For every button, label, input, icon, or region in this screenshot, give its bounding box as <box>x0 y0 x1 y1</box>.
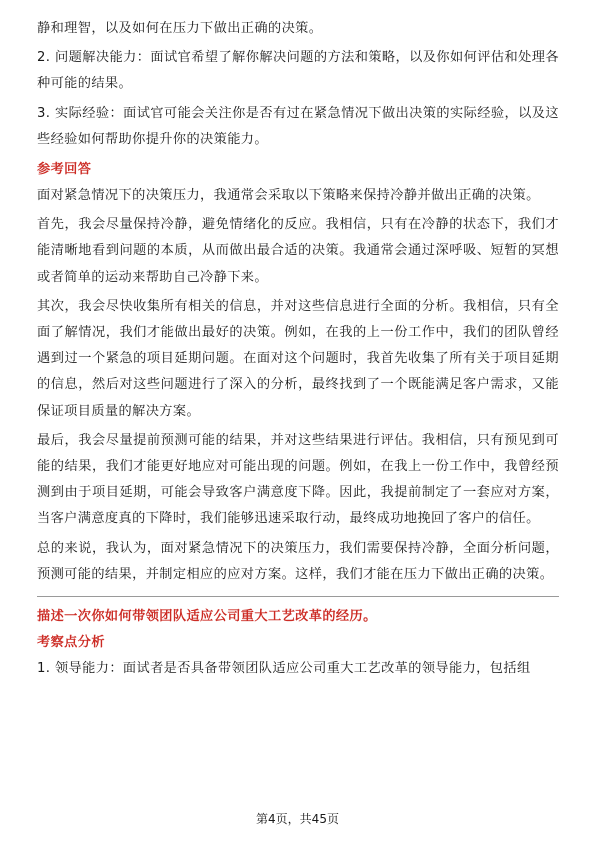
paragraph: 1. 领导能力：面试者是否具备带领团队适应公司重大工艺改革的领导能力，包括组 <box>37 661 531 677</box>
paragraph: 其次，我会尽快收集所有相关的信息，并对这些信息进行全面的分析。我相信，只有全面了解情况，我们才能做出最好的决策。例如，在我的上一份工作中，我们的团队曾经遇到过一个紧急的项目延期问题。在面对这个问题时，我首先收集了所有关于项目延期的信息，然后对这些问题进行了深入的分析，最终找到了一个既能满足客户需求，又能保证项目质量的解决方案。 <box>37 298 559 419</box>
answer-heading: 参考回答 <box>37 162 92 178</box>
paragraph: 总的来说，我认为，面对紧急情况下的决策压力，我们需要保持冷静，全面分析问题，预测可能的结果，并制定相应的应对方案。这样，我们才能在压力下做出正确的决策。 <box>37 540 559 582</box>
paragraph: 面对紧急情况下的决策压力，我通常会采取以下策略来保持冷静并做出正确的决策。 <box>37 188 540 204</box>
paragraph: 2. 问题解决能力：面试官希望了解你解决问题的方法和策略，以及你如何评估和处理各种可能的结果。 <box>37 50 559 92</box>
section-divider <box>37 596 559 597</box>
paragraph: 3. 实际经验：面试官可能会关注你是否有过在紧急情况下做出决策的实际经验，以及这些经验如何帮助你提升你的决策能力。 <box>37 105 559 147</box>
page-number: 第4页，共45页 <box>256 812 339 826</box>
paragraph: 首先，我会尽量保持冷静，避免情绪化的反应。我相信，只有在冷静的状态下，我们才能清晰地看到问题的本质，从而做出最合适的决策。我通常会通过深呼吸、短暂的冥想或者简单的运动来帮助自己冷静下来。 <box>37 217 559 285</box>
document-page <box>37 16 559 682</box>
analysis-heading: 考察点分析 <box>37 635 105 651</box>
paragraph: 最后，我会尽量提前预测可能的结果，并对这些结果进行评估。我相信，只有预见到可能的结果，我们才能更好地应对可能出现的问题。例如，在我上一份工作中，我曾经预测到由于项目延期，可能会导致客户满意度下降。因此，我提前制定了一套应对方案，当客户满意度真的下降时，我们能够迅速采取行动，最终成功地挽回了客户的信任。 <box>37 432 559 527</box>
question-heading: 描述一次你如何带领团队适应公司重大工艺改革的经历。 <box>37 609 377 625</box>
paragraph: 静和理智，以及如何在压力下做出正确的决策。 <box>37 21 323 36</box>
